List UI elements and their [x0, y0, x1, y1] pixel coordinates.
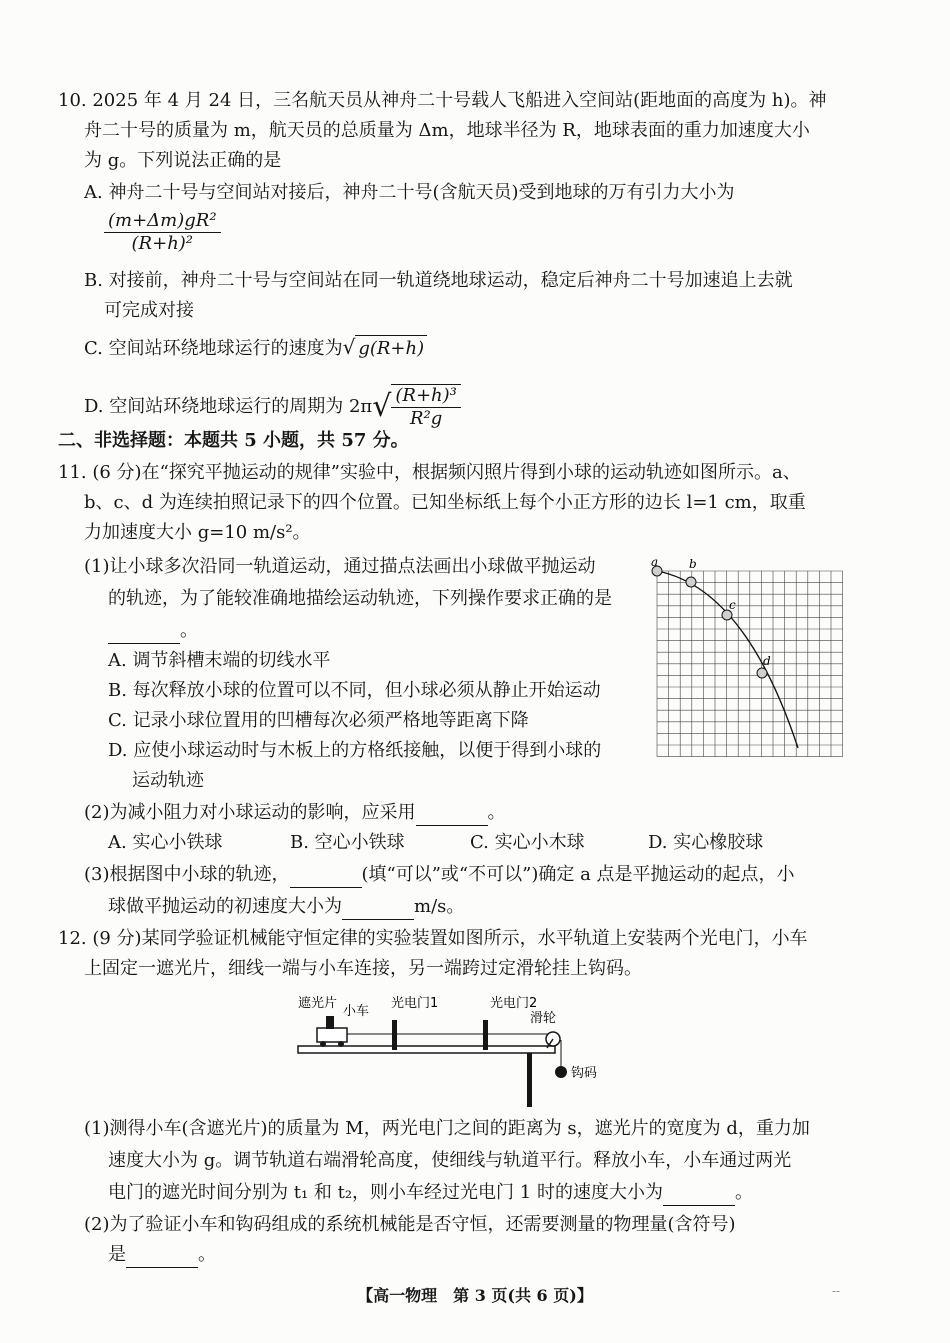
period: 。 [198, 1244, 216, 1265]
label-photogate-1: 光电门1 [391, 996, 439, 1011]
label-b: b [689, 558, 697, 571]
label-weight: 钩码 [571, 1066, 598, 1081]
q11-part2-option-d: D. 实心橡胶球 [648, 832, 764, 853]
point-b [686, 577, 696, 587]
q11-part2-option-c: C. 实心小木球 [470, 832, 585, 853]
q11-stem-line3: 力加速度大小 g=10 m/s²。 [84, 522, 311, 543]
q12-stem-line2: 上固定一遮光片，细线一端与小车连接，另一端跨过定滑轮挂上钩码。 [84, 958, 642, 979]
label-shading-plate: 遮光片 [298, 996, 338, 1011]
label-pulley: 滑轮 [530, 1011, 557, 1026]
q10-stem-line2: 舟二十号的质量为 m，航天员的总质量为 Δm，地球半径为 R，地球表面的重力加速度大小 [84, 120, 810, 141]
label-c: c [729, 598, 736, 612]
q10-option-d [84, 384, 461, 430]
q11-part1-line3 [108, 618, 198, 644]
q12-part2-line1: (2)为了验证小车和钩码组成的系统机械能是否守恒，还需要测量的物理量(含符号) [84, 1214, 736, 1235]
q10-option-d-text: D. 空间站环绕地球运行的周期为 2π [84, 396, 373, 417]
q11-part1-option-a: A. 调节斜槽末端的切线水平 [108, 650, 331, 671]
photogate-2 [483, 1020, 488, 1050]
q11-part1-option-d-line1: D. 应使小球运动时与木板上的方格纸接触，以便于得到小球的 [108, 740, 602, 761]
q12-stem-line1: 12. (9 分)某同学验证机械能守恒定律的实验装置如图所示，水平轨道上安装两个光电门，小车 [58, 928, 808, 949]
q11-part2 [84, 800, 506, 826]
page-footer: 【高一物理 第 3 页(共 6 页)】 [357, 1286, 593, 1305]
label-d: d [763, 654, 771, 668]
q11-part3-text-b: (填“可以”或“不可以”)确定 a 点是平抛运动的起点，小 [361, 864, 795, 885]
fraction-numerator: (R+h)³ [391, 385, 461, 408]
sqrt-sign: √ [342, 335, 356, 359]
cart-wheel [320, 1041, 326, 1047]
q10-option-a: A. 神舟二十号与空间站对接后，神舟二十号(含航天员)受到地球的万有引力大小为 [84, 182, 735, 203]
q11-part3-line1 [84, 862, 795, 888]
answer-blank[interactable] [126, 1249, 198, 1268]
q12-part1-line1: (1)测得小车(含遮光片)的质量为 M，两光电门之间的距离为 s，遮光片的宽度为 d，重力加 [84, 1118, 810, 1139]
q11-part1-option-d-line2: 运动轨迹 [132, 770, 204, 791]
label-photogate-2: 光电门2 [490, 996, 538, 1011]
label-a: a [651, 558, 659, 569]
q10-option-a-fraction [104, 210, 221, 255]
q11-part2-text: (2)为减小阻力对小球运动的影响，应采用 [84, 802, 416, 823]
q11-part1-line2: 的轨迹，为了能较准确地描绘运动轨迹，下列操作要求正确的是 [108, 588, 612, 609]
sqrt-sign: √ [372, 389, 392, 424]
grid-lines [657, 571, 843, 757]
trajectory-grid-figure [645, 558, 845, 758]
q12-part2-line2 [108, 1242, 216, 1268]
period: 。 [180, 620, 198, 641]
trajectory-curve [657, 571, 798, 748]
q12-part1-line3 [108, 1180, 753, 1206]
answer-blank[interactable] [663, 1187, 735, 1206]
q11-part2-option-a: A. 实心小铁球 [108, 832, 223, 853]
label-cart: 小车 [343, 1004, 370, 1019]
fraction-denominator: R²g [409, 408, 443, 429]
q10-option-b-line1: B. 对接前，神舟二十号与空间站在同一轨道绕地球运动，稳定后神舟二十号加速追上去就 [84, 270, 793, 291]
q10-stem-line1: 10. 2025 年 4 月 24 日，三名航天员从神舟二十号载人飞船进入空间站(距地面的高度为 h)。神 [58, 90, 827, 111]
fraction-numerator: (m+Δm)gR² [104, 210, 221, 233]
q11-stem-line1: 11. (6 分)在“探究平抛运动的规律”实验中，根据频闪照片得到小球的运动轨迹如图所示。a、 [58, 462, 801, 483]
answer-blank[interactable] [290, 869, 362, 888]
fraction [391, 384, 461, 430]
q11-part1-option-c: C. 记录小球位置用的凹槽每次必须严格地等距离下降 [108, 710, 529, 731]
corner-mark: -- [832, 1284, 841, 1298]
q11-part1-option-b: B. 每次释放小球的位置可以不同，但小球必须从静止开始运动 [108, 680, 601, 701]
q11-stem-line2: b、c、d 为连续拍照记录下的四个位置。已知坐标纸上每个小正方形的边长 l=1 cm，取重 [84, 492, 806, 513]
cart-body [317, 1028, 347, 1042]
q11-part3-text-a: (3)根据图中小球的轨迹， [84, 864, 290, 885]
apparatus-figure [295, 992, 615, 1108]
fraction-denominator: (R+h)² [131, 233, 194, 254]
table-leg [527, 1053, 532, 1107]
photogate-1 [392, 1020, 397, 1050]
answer-blank[interactable] [342, 901, 414, 920]
period: 。 [487, 802, 506, 823]
q10-option-c-text: C. 空间站环绕地球运行的速度为 [84, 338, 343, 359]
q12-part2-text: 是 [108, 1244, 126, 1265]
fraction [104, 210, 221, 255]
q10-option-b-line2: 可完成对接 [104, 300, 194, 321]
cart-wheel [338, 1041, 344, 1047]
answer-blank[interactable] [108, 625, 180, 644]
unit-text: m/s。 [414, 896, 465, 917]
q10-option-c [84, 334, 427, 362]
period: 。 [734, 1182, 753, 1203]
sqrt-content: g(R+h) [355, 335, 427, 362]
track [298, 1046, 555, 1053]
q12-part1-line2: 速度大小为 g。调节轨道右端滑轮高度，使细线与轨道平行。释放小车，小车通过两光 [108, 1150, 792, 1171]
q11-part2-option-b: B. 空心小铁球 [290, 832, 405, 853]
answer-blank[interactable] [416, 807, 488, 826]
q12-part1-text: 电门的遮光时间分别为 t₁ 和 t₂，则小车经过光电门 1 时的速度大小为 [108, 1182, 663, 1203]
section-2-title: 二、非选择题：本题共 5 小题，共 57 分。 [58, 430, 409, 451]
q11-part1-line1: (1)让小球多次沿同一轨道运动，通过描点法画出小球做平抛运动 [84, 556, 596, 577]
hook-weight [555, 1066, 567, 1078]
shading-plate [326, 1016, 334, 1029]
point-d [757, 668, 767, 678]
q11-part3-line2 [108, 894, 464, 920]
q11-part3-text-c: 球做平抛运动的初速度大小为 [108, 896, 342, 917]
q10-stem-line3: 为 g。下列说法正确的是 [84, 150, 282, 171]
